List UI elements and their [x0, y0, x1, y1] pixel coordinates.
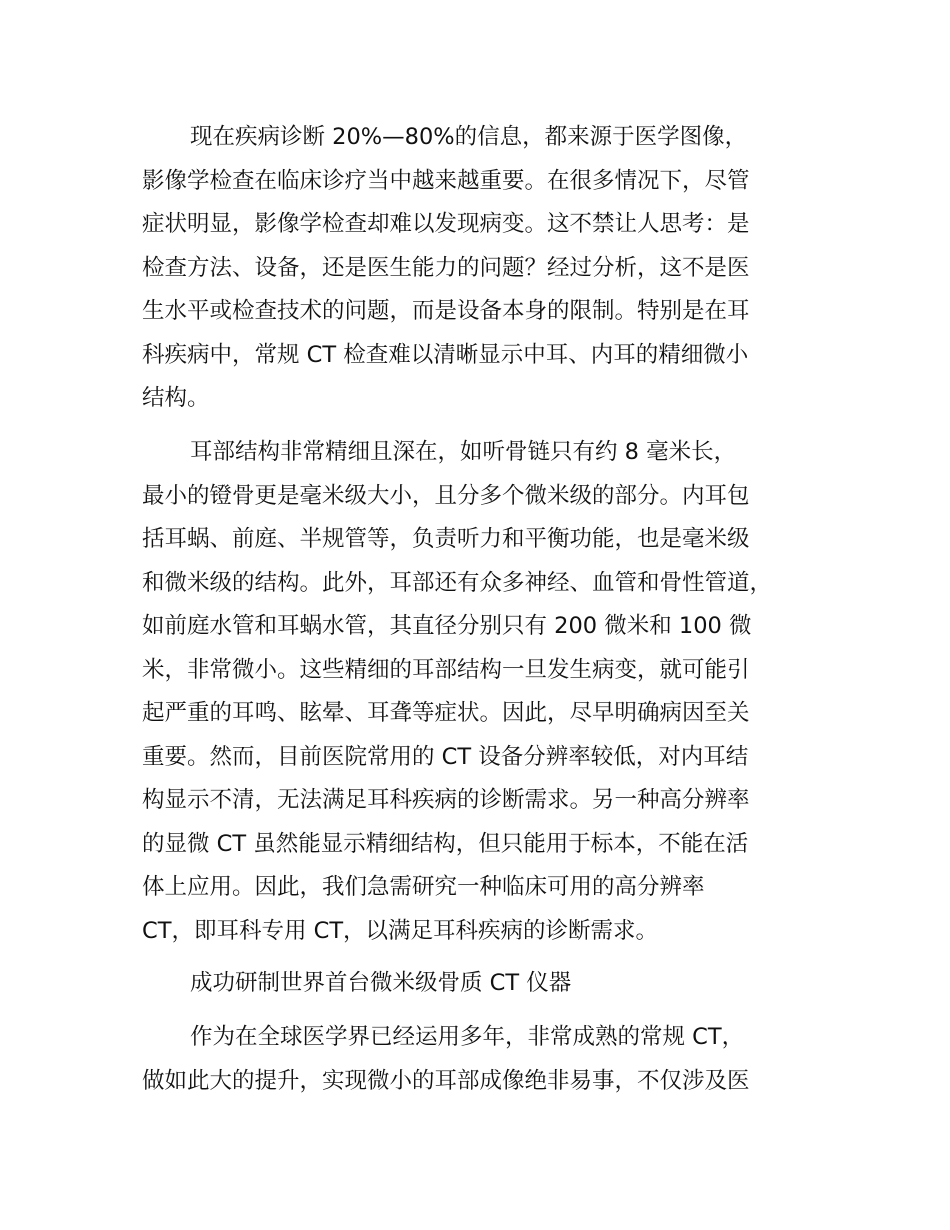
text-line: 括耳蜗、前庭、半规管等，负责听力和平衡功能，也是毫米级	[142, 526, 750, 552]
text-line: 的显微 CT 虽然能显示精细结构，但只能用于标本，不能在活	[142, 831, 749, 857]
text-line: 如前庭水管和耳蜗水管，其直径分别只有 200 微米和 100 微	[142, 613, 752, 639]
text-line: 结构。	[142, 385, 210, 411]
text-line: 症状明显，影像学检查却难以发现病变。这不禁让人思考：是	[142, 211, 750, 237]
text-line: 检查方法、设备，还是医生能力的问题？经过分析，这不是医	[142, 255, 750, 281]
text-line: 构显示不清，无法满足耳科疾病的诊断需求。另一种高分辨率	[142, 787, 750, 813]
text-line: 体上应用。因此，我们急需研究一种临床可用的高分辨率	[142, 874, 705, 900]
text-line: 米，非常微小。这些精细的耳部结构一旦发生病变，就可能引	[142, 657, 750, 683]
text-line: 最小的镫骨更是毫米级大小，且分多个微米级的部分。内耳包	[142, 483, 750, 509]
text-line: 耳部结构非常精细且深在，如听骨链只有约 8 毫米长，	[190, 439, 737, 465]
text-line: CT，即耳科专用 CT，以满足耳科疾病的诊断需求。	[142, 918, 659, 944]
text-line: 现在疾病诊断 20%—80%的信息，都来源于医学图像，	[190, 124, 748, 150]
text-line: 影像学检查在临床诊疗当中越来越重要。在很多情况下，尽管	[142, 168, 750, 194]
text-line: 生水平或检查技术的问题，而是设备本身的限制。特别是在耳	[142, 298, 750, 324]
text-line: 科疾病中，常规 CT 检查难以清晰显示中耳、内耳的精细微小	[142, 342, 749, 368]
text-line: 起严重的耳鸣、眩晕、耳聋等症状。因此，尽早明确病因至关	[142, 700, 750, 726]
text-line: 重要。然而，目前医院常用的 CT 设备分辨率较低，对内耳结	[142, 744, 749, 770]
heading-text: 成功研制世界首台微米级骨质 CT 仪器	[190, 970, 572, 996]
text-line: 作为在全球医学界已经运用多年，非常成熟的常规 CT，	[190, 1024, 745, 1050]
text-line: 和微米级的结构。此外，耳部还有众多神经、血管和骨性管道，	[142, 570, 773, 596]
text-line: 做如此大的提升，实现微小的耳部成像绝非易事，不仅涉及医	[142, 1068, 750, 1094]
